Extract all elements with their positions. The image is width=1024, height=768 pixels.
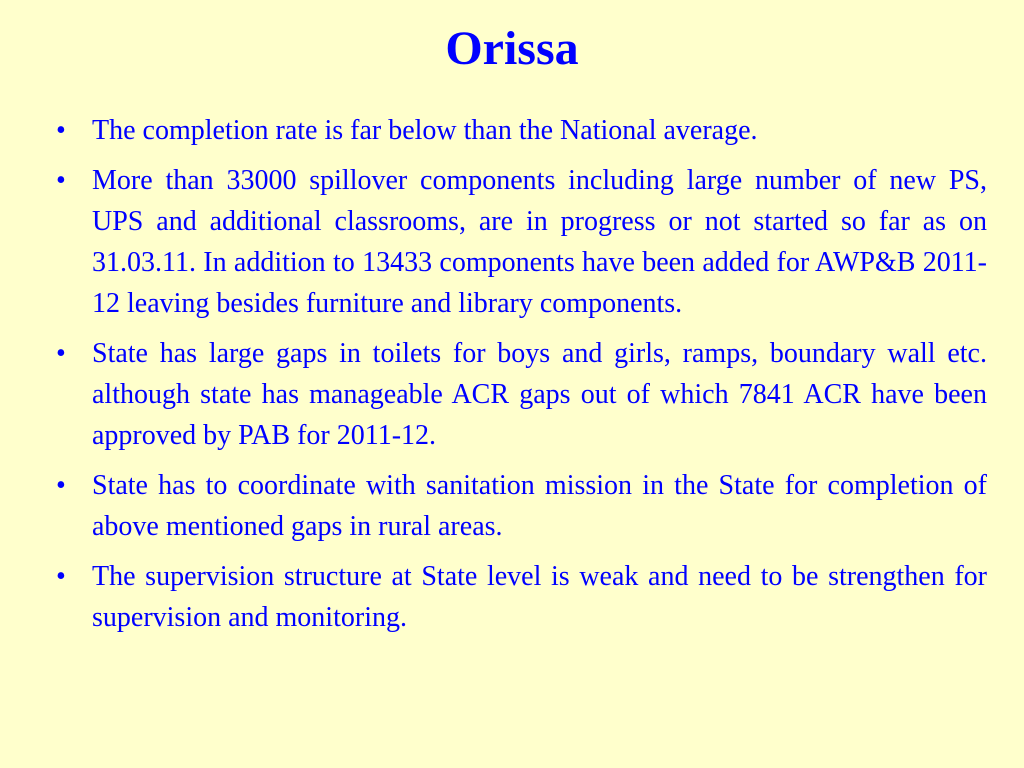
slide-title: Orissa [445, 22, 579, 75]
bullet-item [0, 333, 1024, 456]
bullet-item [0, 465, 1024, 547]
bullet-dot-icon: • [56, 338, 66, 369]
bullet-dot-icon: • [56, 470, 66, 501]
bullet-dot-icon: • [56, 561, 66, 592]
bullet-item [0, 160, 1024, 324]
bullet-text: The completion rate is far below than the National average. [92, 115, 758, 146]
bullet-text: State has to coordinate with sanitation mission in the State for completion of above mentioned gaps in rural areas. [92, 470, 987, 542]
bullet-text: More than 33000 spillover components including large number of new PS, UPS and additional classrooms, are in progress or not started so far as on 31.03.11. In addition to 13433 components have been added for AWP&B 2011-12 leaving besides furniture and library components. [92, 165, 987, 319]
bullet-item [0, 556, 1024, 638]
bullet-text: State has large gaps in toilets for boys and girls, ramps, boundary wall etc. although state has manageable ACR gaps out of which 7841 ACR have been approved by PAB for 2011-12. [92, 338, 987, 451]
bullet-item [0, 110, 1024, 151]
bullet-dot-icon: • [56, 165, 66, 196]
bullet-dot-icon: • [56, 115, 66, 146]
bullet-list [0, 110, 1024, 647]
bullet-text: The supervision structure at State level is weak and need to be strengthen for supervision and monitoring. [92, 561, 987, 633]
